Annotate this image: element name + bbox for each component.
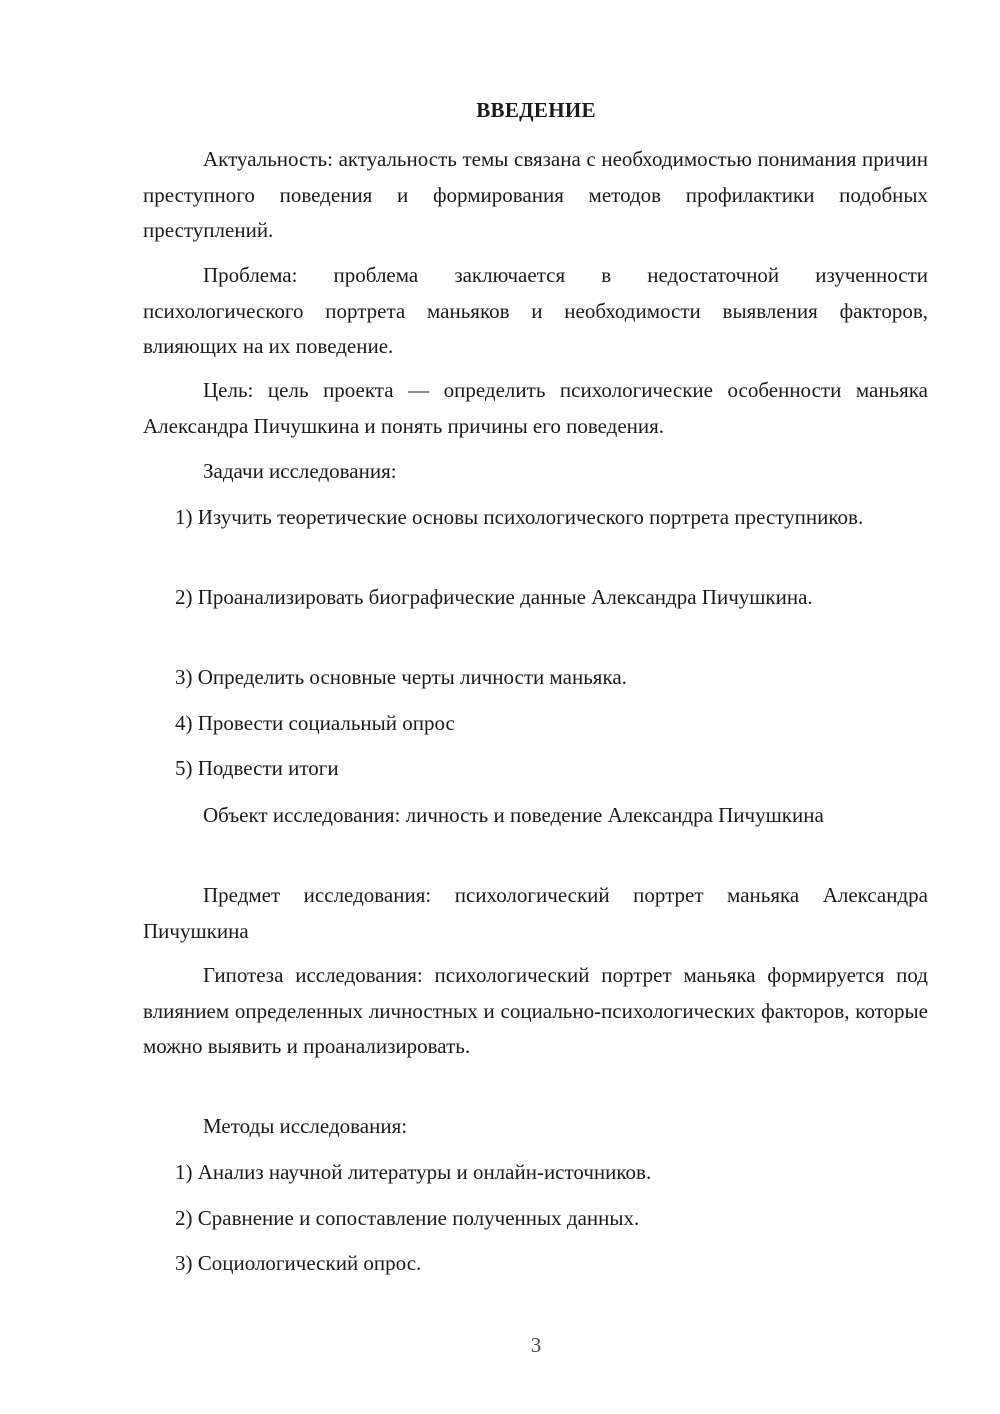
paragraph-relevance: Актуальность: актуальность темы связана с необходимостью понимания причин преступного поведения и формирования методов профилактики подобных преступлений. <box>143 147 928 242</box>
task-item-3: 3) Определить основные черты личности маньяка. <box>175 665 627 689</box>
methods-label: Методы исследования: <box>203 1114 408 1138</box>
paragraph-problem: Проблема: проблема заключается в недостаточной изученности психологического портрета маньяков и необходимости выявления факторов, влияющих на их поведение. <box>143 263 928 358</box>
task-item-2: 2) Проанализировать биографические данные Александра Пичушкина. <box>175 585 813 609</box>
method-item-3: 3) Социологический опрос. <box>175 1251 422 1275</box>
section-heading: ВВЕДЕНИЕ <box>476 98 596 122</box>
paragraph-hypothesis: Гипотеза исследования: психологический портрет маньяка формируется под влиянием определенных личностных и социально-психологических факторов, которые можно выявить и проанализировать. <box>143 963 928 1058</box>
paragraph-object: Объект исследования: личность и поведение Александра Пичушкина <box>203 803 824 827</box>
paragraph-subject: Предмет исследования: психологический портрет маньяка Александра Пичушкина <box>143 883 928 943</box>
task-item-1: 1) Изучить теоретические основы психологического портрета преступников. <box>175 505 864 529</box>
task-item-5: 5) Подвести итоги <box>175 756 339 780</box>
tasks-label: Задачи исследования: <box>203 459 397 483</box>
paragraph-goal: Цель: цель проекта — определить психологические особенности маньяка Александра Пичушкина и понять причины его поведения. <box>143 378 928 438</box>
method-item-2: 2) Сравнение и сопоставление полученных данных. <box>175 1206 640 1230</box>
page-number: 3 <box>530 1333 542 1357</box>
task-item-4: 4) Провести социальный опрос <box>175 711 455 735</box>
method-item-1: 1) Анализ научной литературы и онлайн-источников. <box>175 1160 652 1184</box>
